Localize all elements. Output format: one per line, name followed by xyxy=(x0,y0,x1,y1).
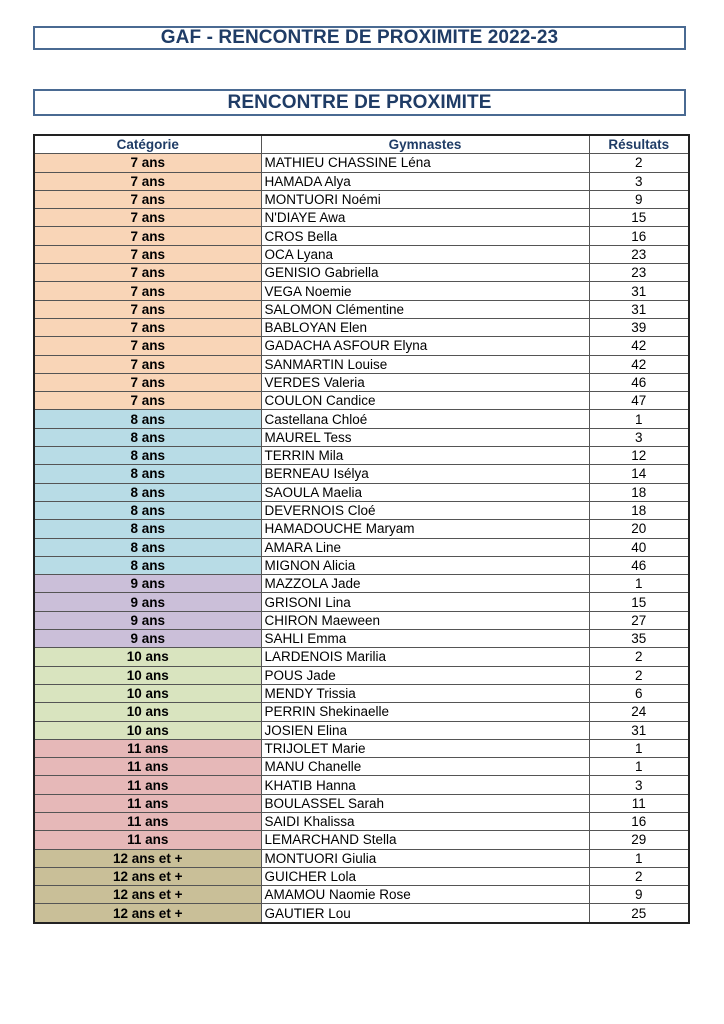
result-cell: 12 xyxy=(589,447,689,465)
table-row xyxy=(34,556,689,574)
category-cell: 8 ans xyxy=(34,538,261,556)
category-cell: 7 ans xyxy=(34,264,261,282)
result-cell: 16 xyxy=(589,812,689,830)
result-cell: 1 xyxy=(589,739,689,757)
category-cell: 9 ans xyxy=(34,630,261,648)
gymnast-cell: MATHIEU CHASSINE Léna xyxy=(261,154,589,172)
table-row xyxy=(34,501,689,519)
gymnast-cell: MENDY Trissia xyxy=(261,684,589,702)
category-cell: 7 ans xyxy=(34,245,261,263)
table-row xyxy=(34,172,689,190)
column-header-gymnasts: Gymnastes xyxy=(261,135,589,154)
result-cell: 3 xyxy=(589,428,689,446)
result-cell: 27 xyxy=(589,611,689,629)
result-cell: 14 xyxy=(589,465,689,483)
table-row xyxy=(34,282,689,300)
category-cell: 10 ans xyxy=(34,648,261,666)
category-cell: 10 ans xyxy=(34,684,261,702)
category-cell: 7 ans xyxy=(34,373,261,391)
category-cell: 7 ans xyxy=(34,227,261,245)
table-row xyxy=(34,630,689,648)
category-cell: 12 ans et + xyxy=(34,886,261,904)
table-row xyxy=(34,245,689,263)
category-cell: 8 ans xyxy=(34,465,261,483)
gymnast-cell: VERDES Valeria xyxy=(261,373,589,391)
table-row xyxy=(34,154,689,172)
gymnast-cell: SALOMON Clémentine xyxy=(261,300,589,318)
result-cell: 24 xyxy=(589,703,689,721)
gymnast-cell: PERRIN Shekinaelle xyxy=(261,703,589,721)
category-cell: 12 ans et + xyxy=(34,867,261,885)
category-cell: 7 ans xyxy=(34,355,261,373)
table-row xyxy=(34,483,689,501)
category-cell: 11 ans xyxy=(34,739,261,757)
gymnast-cell: LEMARCHAND Stella xyxy=(261,831,589,849)
category-cell: 8 ans xyxy=(34,556,261,574)
gymnast-cell: HAMADA Alya xyxy=(261,172,589,190)
category-cell: 8 ans xyxy=(34,501,261,519)
category-cell: 10 ans xyxy=(34,721,261,739)
gymnast-cell: MONTUORI Noémi xyxy=(261,190,589,208)
result-cell: 2 xyxy=(589,154,689,172)
result-cell: 25 xyxy=(589,904,689,923)
table-row xyxy=(34,648,689,666)
table-row xyxy=(34,593,689,611)
gymnast-cell: MANU Chanelle xyxy=(261,758,589,776)
gymnast-cell: LARDENOIS Marilia xyxy=(261,648,589,666)
table-row xyxy=(34,520,689,538)
column-header-category: Catégorie xyxy=(34,135,261,154)
result-cell: 39 xyxy=(589,318,689,336)
gymnast-cell: AMARA Line xyxy=(261,538,589,556)
category-cell: 12 ans et + xyxy=(34,904,261,923)
table-row xyxy=(34,758,689,776)
table-row xyxy=(34,300,689,318)
category-cell: 7 ans xyxy=(34,154,261,172)
result-cell: 42 xyxy=(589,337,689,355)
result-cell: 42 xyxy=(589,355,689,373)
gymnast-cell: BOULASSEL Sarah xyxy=(261,794,589,812)
result-cell: 9 xyxy=(589,886,689,904)
result-cell: 3 xyxy=(589,776,689,794)
gymnast-cell: DEVERNOIS Cloé xyxy=(261,501,589,519)
table-row xyxy=(34,264,689,282)
table-row xyxy=(34,794,689,812)
category-cell: 10 ans xyxy=(34,703,261,721)
gymnast-cell: CHIRON Maeween xyxy=(261,611,589,629)
result-cell: 1 xyxy=(589,575,689,593)
result-cell: 16 xyxy=(589,227,689,245)
result-cell: 1 xyxy=(589,849,689,867)
table-row xyxy=(34,666,689,684)
table-row xyxy=(34,611,689,629)
category-cell: 9 ans xyxy=(34,611,261,629)
result-cell: 31 xyxy=(589,282,689,300)
table-row xyxy=(34,776,689,794)
category-cell: 7 ans xyxy=(34,209,261,227)
category-cell: 11 ans xyxy=(34,776,261,794)
gymnast-cell: MIGNON Alicia xyxy=(261,556,589,574)
gymnast-cell: SANMARTIN Louise xyxy=(261,355,589,373)
result-cell: 46 xyxy=(589,373,689,391)
result-cell: 2 xyxy=(589,666,689,684)
category-cell: 7 ans xyxy=(34,318,261,336)
category-cell: 10 ans xyxy=(34,666,261,684)
result-cell: 6 xyxy=(589,684,689,702)
section-title: RENCONTRE DE PROXIMITE xyxy=(33,89,686,116)
category-cell: 9 ans xyxy=(34,575,261,593)
category-cell: 11 ans xyxy=(34,812,261,830)
table-row xyxy=(34,373,689,391)
gymnast-cell: POUS Jade xyxy=(261,666,589,684)
result-cell: 40 xyxy=(589,538,689,556)
result-cell: 31 xyxy=(589,721,689,739)
result-cell: 15 xyxy=(589,593,689,611)
table-row xyxy=(34,318,689,336)
table-row xyxy=(34,812,689,830)
gymnast-cell: N'DIAYE Awa xyxy=(261,209,589,227)
result-cell: 23 xyxy=(589,245,689,263)
gymnast-cell: TERRIN Mila xyxy=(261,447,589,465)
result-cell: 1 xyxy=(589,410,689,428)
gymnast-cell: COULON Candice xyxy=(261,392,589,410)
result-cell: 3 xyxy=(589,172,689,190)
table-row xyxy=(34,428,689,446)
result-cell: 2 xyxy=(589,867,689,885)
result-cell: 18 xyxy=(589,483,689,501)
table-row xyxy=(34,867,689,885)
category-cell: 7 ans xyxy=(34,300,261,318)
category-cell: 8 ans xyxy=(34,520,261,538)
gymnast-cell: SAIDI Khalissa xyxy=(261,812,589,830)
result-cell: 47 xyxy=(589,392,689,410)
gymnast-cell: OCA Lyana xyxy=(261,245,589,263)
table-row xyxy=(34,410,689,428)
table-row xyxy=(34,849,689,867)
result-cell: 9 xyxy=(589,190,689,208)
category-cell: 7 ans xyxy=(34,172,261,190)
gymnast-cell: GAUTIER Lou xyxy=(261,904,589,923)
gymnast-cell: SAOULA Maelia xyxy=(261,483,589,501)
column-header-results: Résultats xyxy=(589,135,689,154)
table-row xyxy=(34,721,689,739)
result-cell: 18 xyxy=(589,501,689,519)
gymnast-cell: GUICHER Lola xyxy=(261,867,589,885)
gymnast-cell: BERNEAU Isélya xyxy=(261,465,589,483)
result-cell: 35 xyxy=(589,630,689,648)
category-cell: 7 ans xyxy=(34,337,261,355)
gymnast-cell: TRIJOLET Marie xyxy=(261,739,589,757)
category-cell: 7 ans xyxy=(34,282,261,300)
table-row xyxy=(34,337,689,355)
table-row xyxy=(34,886,689,904)
table-row xyxy=(34,447,689,465)
table-row xyxy=(34,575,689,593)
table-row xyxy=(34,190,689,208)
gymnast-cell: GENISIO Gabriella xyxy=(261,264,589,282)
gymnast-cell: JOSIEN Elina xyxy=(261,721,589,739)
gymnast-cell: MONTUORI Giulia xyxy=(261,849,589,867)
category-cell: 8 ans xyxy=(34,428,261,446)
gymnast-cell: VEGA Noemie xyxy=(261,282,589,300)
result-cell: 11 xyxy=(589,794,689,812)
table-row xyxy=(34,392,689,410)
table-row xyxy=(34,684,689,702)
gymnast-cell: KHATIB Hanna xyxy=(261,776,589,794)
category-cell: 8 ans xyxy=(34,410,261,428)
category-cell: 8 ans xyxy=(34,483,261,501)
gymnast-cell: CROS Bella xyxy=(261,227,589,245)
category-cell: 11 ans xyxy=(34,758,261,776)
table-row xyxy=(34,703,689,721)
table-row xyxy=(34,538,689,556)
gymnast-cell: Castellana Chloé xyxy=(261,410,589,428)
gymnast-cell: GADACHA ASFOUR Elyna xyxy=(261,337,589,355)
category-cell: 12 ans et + xyxy=(34,849,261,867)
table-row xyxy=(34,227,689,245)
result-cell: 46 xyxy=(589,556,689,574)
result-cell: 29 xyxy=(589,831,689,849)
table-row xyxy=(34,739,689,757)
results-table xyxy=(33,134,690,924)
category-cell: 7 ans xyxy=(34,392,261,410)
result-cell: 15 xyxy=(589,209,689,227)
category-cell: 8 ans xyxy=(34,447,261,465)
table-header-row xyxy=(34,135,689,154)
result-cell: 1 xyxy=(589,758,689,776)
category-cell: 9 ans xyxy=(34,593,261,611)
gymnast-cell: BABLOYAN Elen xyxy=(261,318,589,336)
result-cell: 20 xyxy=(589,520,689,538)
table-row xyxy=(34,904,689,923)
gymnast-cell: HAMADOUCHE Maryam xyxy=(261,520,589,538)
category-cell: 11 ans xyxy=(34,794,261,812)
category-cell: 11 ans xyxy=(34,831,261,849)
document-title: GAF - RENCONTRE DE PROXIMITE 2022-23 xyxy=(33,26,686,50)
category-cell: 7 ans xyxy=(34,190,261,208)
gymnast-cell: AMAMOU Naomie Rose xyxy=(261,886,589,904)
result-cell: 31 xyxy=(589,300,689,318)
gymnast-cell: MAUREL Tess xyxy=(261,428,589,446)
table-row xyxy=(34,209,689,227)
gymnast-cell: GRISONI Lina xyxy=(261,593,589,611)
gymnast-cell: SAHLI Emma xyxy=(261,630,589,648)
table-row xyxy=(34,831,689,849)
result-cell: 23 xyxy=(589,264,689,282)
table-row xyxy=(34,465,689,483)
table-row xyxy=(34,355,689,373)
gymnast-cell: MAZZOLA Jade xyxy=(261,575,589,593)
result-cell: 2 xyxy=(589,648,689,666)
